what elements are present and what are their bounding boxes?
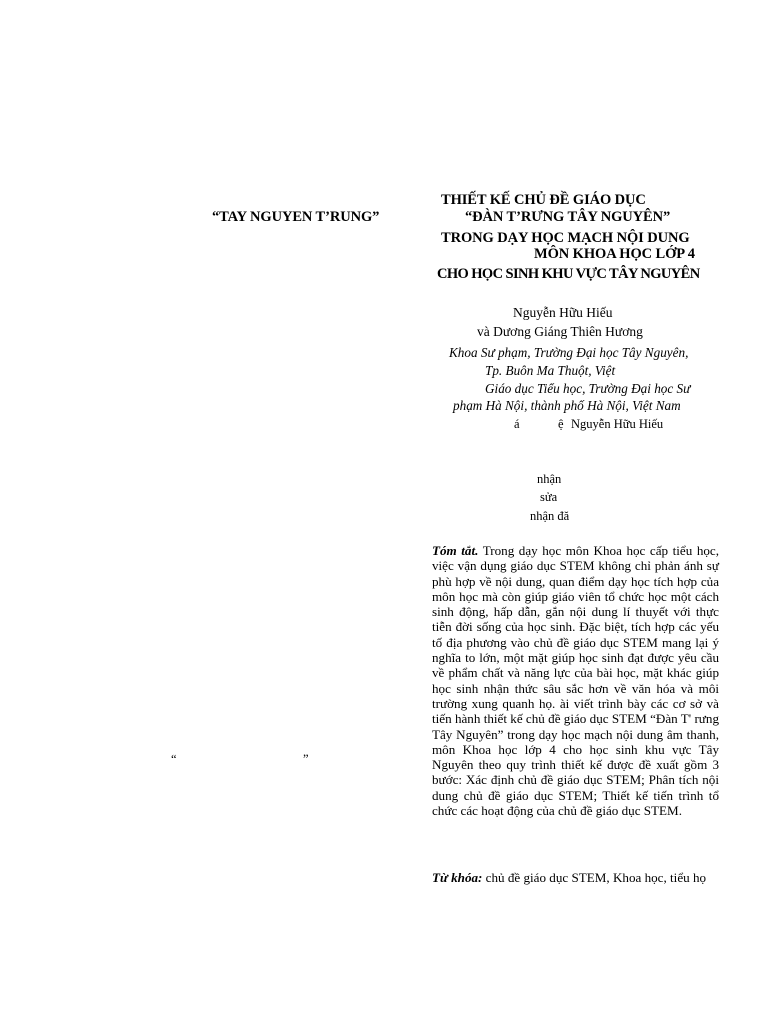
left-quote-close: ” <box>303 752 309 766</box>
title-line-2: “ĐÀN T’RƯNG TÂY NGUYÊN” <box>465 209 671 225</box>
date-revised: sửa <box>540 490 558 504</box>
title-line-3: TRONG DẠY HỌC MẠCH NỘI DUNG <box>441 230 690 246</box>
abstract <box>432 543 719 818</box>
affiliation-line-4: phạm Hà Nội, thành phố Hà Nội, Việt Nam <box>453 398 681 413</box>
abstract-label: Tóm tắt. <box>432 543 479 558</box>
correspondence-name: Nguyễn Hữu Hiếu <box>571 417 664 431</box>
correspondence-char-e: ệ <box>558 417 564 431</box>
correspondence-char-a: á <box>514 417 520 431</box>
title-line-4: MÔN KHOA HỌC LỚP 4 <box>534 246 695 262</box>
affiliation-line-1: Khoa Sư phạm, Trường Đại học Tây Nguyên, <box>449 345 689 360</box>
affiliation-line-2: Tp. Buôn Ma Thuột, Việt <box>485 363 616 378</box>
title-line-5: CHO HỌC SINH KHU VỰC TÂY NGUYÊN <box>437 266 700 282</box>
date-accepted: nhận đă <box>530 509 570 523</box>
left-english-title: “TAY NGUYEN T’RUNG” <box>212 209 380 225</box>
keywords-text: chủ đề giáo dục STEM, Khoa học, tiểu họ <box>482 870 707 885</box>
left-quote-open: “ <box>171 752 177 766</box>
title-line-1: THIẾT KẾ CHỦ ĐỀ GIÁO DỤC <box>441 192 646 208</box>
keywords-label: Từ khóa: <box>432 870 483 885</box>
date-received: nhận <box>537 472 562 486</box>
abstract-text: Trong dạy học môn Khoa học cấp tiểu học, việc vận dụng giáo dục STEM không chỉ phản ánh sự phù hợp về nội dung, quan điểm dạy học tích hợp của môn học mà còn giúp giáo viên tổ chức học một cách sinh động, hấp dẫn, gắn nội dung lí thuyết với thực tiễn đời sống của học sinh. Đặc biệt, tích hợp các yếu tố địa phương vào chủ đề giáo dục STEM mang lại ý nghĩa to lớn, một mặt giúp học sinh đạt được yêu cầu về phẩm chất và năng lực của bài học, mặt khác giúp học sinh nhận thức sâu sắc hơn về văn hóa và môi trường xung quanh họ. ài viết trình bày các cơ sở và tiến hành thiết kế chủ đề giáo dục STEM “Đàn T' rưng Tây Nguyên” trong dạy học mạch nội dung âm thanh, môn Khoa học lớp 4 cho học sinh khu vực Tây Nguyên theo quy trình thiết kế được đề xuất gồm 3 bước: Xác định chủ đề giáo dục STEM; Phân tích nội dung chủ đề giáo dục STEM; Thiết kế tiến trình tổ chức các hoạt động của chủ đề giáo dục STEM. <box>432 543 719 819</box>
keywords <box>432 870 719 885</box>
affiliation-line-3: Giáo dục Tiểu học, Trường Đại học Sư <box>485 381 691 396</box>
author-line-2: và Dương Giáng Thiên Hương <box>477 324 643 339</box>
author-line-1: Nguyễn Hữu Hiếu <box>513 305 613 320</box>
